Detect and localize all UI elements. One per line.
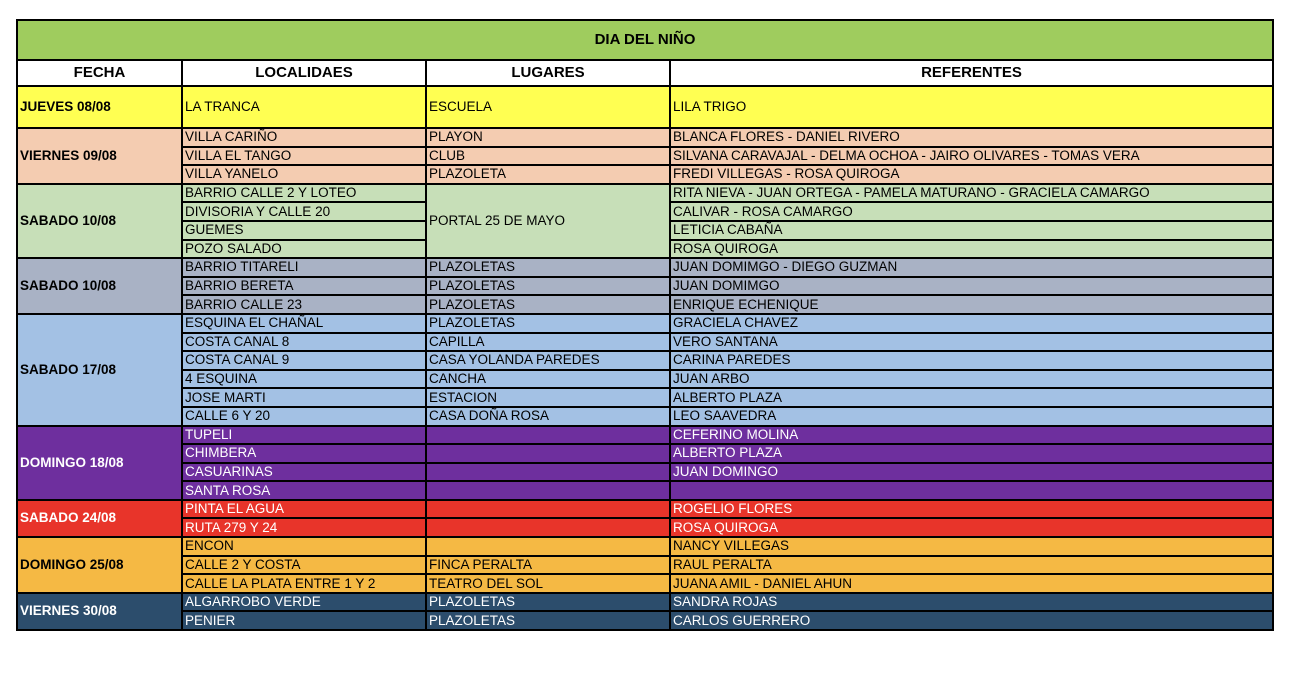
referente-cell: BLANCA FLORES - DANIEL RIVERO — [670, 128, 1273, 147]
table-row — [17, 370, 1273, 389]
lugar-cell: ESCUELA — [426, 86, 670, 128]
localidad-cell: 4 ESQUINA — [182, 370, 426, 389]
referente-cell: CARLOS GUERRERO — [670, 611, 1273, 630]
table-row — [17, 500, 1273, 519]
referente-cell — [670, 481, 1273, 500]
localidad-cell: DIVISORIA Y CALLE 20 — [182, 202, 426, 221]
referente-cell: VERO SANTANA — [670, 333, 1273, 352]
lugar-cell: CLUB — [426, 147, 670, 166]
referente-cell: ROGELIO FLORES — [670, 500, 1273, 519]
table-row — [17, 611, 1273, 630]
table-row — [17, 481, 1273, 500]
localidad-cell: POZO SALADO — [182, 240, 426, 259]
localidad-cell: BARRIO BERETA — [182, 277, 426, 296]
table-row — [17, 444, 1273, 463]
localidad-cell: VILLA EL TANGO — [182, 147, 426, 166]
table-row — [17, 351, 1273, 370]
lugar-cell: PLAZOLETAS — [426, 258, 670, 277]
table-row — [17, 147, 1273, 166]
localidad-cell: COSTA CANAL 8 — [182, 333, 426, 352]
fecha-cell: VIERNES 09/08 — [17, 128, 182, 184]
table-row — [17, 518, 1273, 537]
schedule-table — [16, 19, 1274, 631]
header-lugares: LUGARES — [426, 60, 670, 86]
lugar-cell: PORTAL 25 DE MAYO — [426, 184, 670, 258]
lugar-cell: PLAZOLETAS — [426, 593, 670, 612]
localidad-cell: LA TRANCA — [182, 86, 426, 128]
referente-cell: ENRIQUE ECHENIQUE — [670, 295, 1273, 314]
referente-cell: JUANA AMIL - DANIEL AHUN — [670, 574, 1273, 593]
table-title: DIA DEL NIÑO — [17, 20, 1273, 60]
localidad-cell: PINTA EL AGUA — [182, 500, 426, 519]
lugar-cell: CASA DOÑA ROSA — [426, 407, 670, 426]
referente-cell: FREDI VILLEGAS - ROSA QUIROGA — [670, 165, 1273, 184]
lugar-cell: TEATRO DEL SOL — [426, 574, 670, 593]
table-row — [17, 463, 1273, 482]
lugar-cell — [426, 518, 670, 537]
referente-cell: SANDRA ROJAS — [670, 593, 1273, 612]
table-row — [17, 556, 1273, 575]
lugar-cell: CASA YOLANDA PAREDES — [426, 351, 670, 370]
localidad-cell: BARRIO TITARELI — [182, 258, 426, 277]
lugar-cell — [426, 444, 670, 463]
referente-cell: RITA NIEVA - JUAN ORTEGA - PAMELA MATURANO - GRACIELA CAMARGO — [670, 184, 1273, 203]
table-row — [17, 593, 1273, 612]
lugar-cell: PLAZOLETAS — [426, 277, 670, 296]
table-row — [17, 537, 1273, 556]
localidad-cell: ENCON — [182, 537, 426, 556]
localidad-cell: CHIMBERA — [182, 444, 426, 463]
lugar-cell: PLAZOLETAS — [426, 295, 670, 314]
localidad-cell: CASUARINAS — [182, 463, 426, 482]
table-row — [17, 258, 1273, 277]
table-row — [17, 295, 1273, 314]
lugar-cell: FINCA PERALTA — [426, 556, 670, 575]
referente-cell: ALBERTO PLAZA — [670, 388, 1273, 407]
localidad-cell: CALLE 6 Y 20 — [182, 407, 426, 426]
localidad-cell: TUPELI — [182, 426, 426, 445]
lugar-cell — [426, 463, 670, 482]
localidad-cell: GUEMES — [182, 221, 426, 240]
localidad-cell: VILLA YANELO — [182, 165, 426, 184]
table-row — [17, 388, 1273, 407]
localidad-cell: VILLA CARIÑO — [182, 128, 426, 147]
referente-cell: NANCY VILLEGAS — [670, 537, 1273, 556]
localidad-cell: CALLE 2 Y COSTA — [182, 556, 426, 575]
referente-cell: ROSA QUIROGA — [670, 518, 1273, 537]
fecha-cell: DOMINGO 25/08 — [17, 537, 182, 593]
lugar-cell: CANCHA — [426, 370, 670, 389]
localidad-cell: CALLE LA PLATA ENTRE 1 Y 2 — [182, 574, 426, 593]
localidad-cell: ALGARROBO VERDE — [182, 593, 426, 612]
referente-cell: JUAN DOMIMGO — [670, 277, 1273, 296]
referente-cell: GRACIELA CHAVEZ — [670, 314, 1273, 333]
localidad-cell: SANTA ROSA — [182, 481, 426, 500]
fecha-cell: SABADO 24/08 — [17, 500, 182, 537]
table-row — [17, 314, 1273, 333]
lugar-cell — [426, 500, 670, 519]
table-row — [17, 128, 1273, 147]
table-row — [17, 277, 1273, 296]
lugar-cell: PLAZOLETAS — [426, 314, 670, 333]
table-row — [17, 574, 1273, 593]
lugar-cell: PLAYON — [426, 128, 670, 147]
referente-cell: JUAN DOMINGO — [670, 463, 1273, 482]
table-row — [17, 86, 1273, 128]
lugar-cell: ESTACION — [426, 388, 670, 407]
localidad-cell: PENIER — [182, 611, 426, 630]
referente-cell: RAUL PERALTA — [670, 556, 1273, 575]
table-row — [17, 165, 1273, 184]
table-row — [17, 426, 1273, 445]
localidad-cell: ESQUINA EL CHAÑAL — [182, 314, 426, 333]
referente-cell: ROSA QUIROGA — [670, 240, 1273, 259]
lugar-cell — [426, 426, 670, 445]
referente-cell: LILA TRIGO — [670, 86, 1273, 128]
lugar-cell: CAPILLA — [426, 333, 670, 352]
referente-cell: CEFERINO MOLINA — [670, 426, 1273, 445]
referente-cell: JUAN ARBO — [670, 370, 1273, 389]
fecha-cell: DOMINGO 18/08 — [17, 426, 182, 500]
header-localidades: LOCALIDAES — [182, 60, 426, 86]
referente-cell: SILVANA CARAVAJAL - DELMA OCHOA - JAIRO OLIVARES - TOMAS VERA — [670, 147, 1273, 166]
localidad-cell: RUTA 279 Y 24 — [182, 518, 426, 537]
referente-cell: LETICIA CABAÑA — [670, 221, 1273, 240]
fecha-cell: JUEVES 08/08 — [17, 86, 182, 128]
localidad-cell: BARRIO CALLE 23 — [182, 295, 426, 314]
referente-cell: LEO SAAVEDRA — [670, 407, 1273, 426]
referente-cell: CARINA PAREDES — [670, 351, 1273, 370]
referente-cell: CALIVAR - ROSA CAMARGO — [670, 202, 1273, 221]
fecha-cell: SABADO 17/08 — [17, 314, 182, 426]
fecha-cell: VIERNES 30/08 — [17, 593, 182, 630]
lugar-cell — [426, 481, 670, 500]
localidad-cell: COSTA CANAL 9 — [182, 351, 426, 370]
header-referentes: REFERENTES — [670, 60, 1273, 86]
fecha-cell: SABADO 10/08 — [17, 258, 182, 314]
fecha-cell: SABADO 10/08 — [17, 184, 182, 258]
table-row — [17, 407, 1273, 426]
lugar-cell: PLAZOLETAS — [426, 611, 670, 630]
referente-cell: JUAN DOMIMGO - DIEGO GUZMAN — [670, 258, 1273, 277]
localidad-cell: JOSE MARTI — [182, 388, 426, 407]
referente-cell: ALBERTO PLAZA — [670, 444, 1273, 463]
table-row — [17, 184, 1273, 203]
lugar-cell — [426, 537, 670, 556]
table-row — [17, 333, 1273, 352]
header-fecha: FECHA — [17, 60, 182, 86]
localidad-cell: BARRIO CALLE 2 Y LOTEO — [182, 184, 426, 203]
lugar-cell: PLAZOLETA — [426, 165, 670, 184]
